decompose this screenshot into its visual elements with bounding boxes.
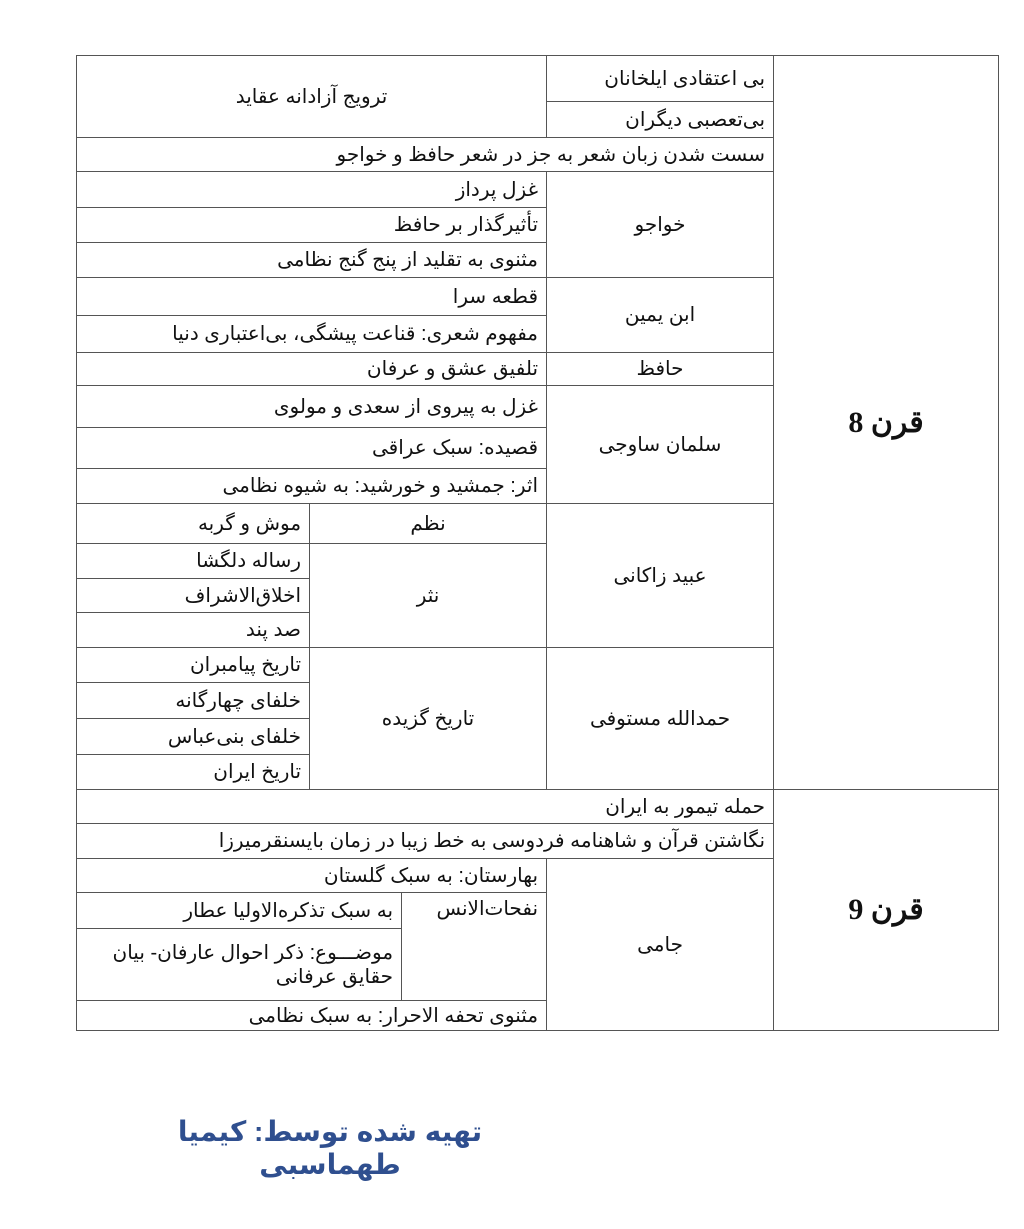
feature-cell: غزل به پیروی از سعدی و مولوی	[77, 386, 547, 428]
century-9-label: قرن 9	[774, 790, 999, 1031]
poet-salman: سلمان ساوجی	[547, 386, 774, 504]
prose-label: نثر	[310, 544, 547, 648]
work-cell: موش و گربه	[77, 504, 310, 544]
event-cell: حمله تیمور به ایران	[77, 790, 774, 824]
event-cell: نگاشتن قرآن و شاهنامه فردوسی به خط زیبا در زمان بایسنقرمیرزا	[77, 824, 774, 859]
work-cell: رساله دلگشا	[77, 544, 310, 579]
feature-cell: غزل پرداز	[77, 172, 547, 208]
century-8-label: قرن 8	[774, 56, 999, 790]
poet-obeyd: عبید زاکانی	[547, 504, 774, 648]
feature-cell: مثنوی به تقلید از پنج گنج نظامی	[77, 243, 547, 278]
general-cell: سست شدن زبان شعر به جز در شعر حافظ و خواجو	[77, 138, 774, 172]
feature-cell: موضـــوع: ذکر احوال عارفان- بیان حقایق عرفانی	[77, 929, 402, 1001]
feature-cell: به سبک تذکره‌الاولیا عطار	[77, 893, 402, 929]
part-cell: خلفای چهارگانه	[77, 683, 310, 719]
feature-cell: بهارستان: به سبک گلستان	[77, 859, 547, 893]
work-cell: صد پند	[77, 613, 310, 648]
literature-table	[76, 55, 999, 1031]
feature-cell: مثنوی تحفه الاحرار: به سبک نظامی	[77, 1001, 547, 1031]
poet-jami: جامی	[547, 859, 774, 1031]
work-cell: اخلاق‌الاشراف	[77, 579, 310, 613]
part-cell: تاریخ پیامبران	[77, 648, 310, 683]
poet-hamdollah: حمدالله مستوفی	[547, 648, 774, 790]
cause-cell: بی‌تعصبی دیگران	[547, 102, 774, 138]
poet-khaju: خواجو	[547, 172, 774, 278]
part-cell: خلفای بنی‌عباس	[77, 719, 310, 755]
author-credit: تهیه شده توسط: کیمیا طهماسبی	[177, 1116, 483, 1180]
feature-cell: قطعه سرا	[77, 278, 547, 316]
poet-hafez: حافظ	[547, 353, 774, 386]
poet-ibn-yamin: ابن یمین	[547, 278, 774, 353]
feature-cell: مفهوم شعری: قناعت پیشگی، بی‌اعتباری دنیا	[77, 316, 547, 353]
feature-cell: تأثیرگذار بر حافظ	[77, 208, 547, 243]
feature-cell: اثر: جمشید و خورشید: به شیوه نظامی	[77, 469, 547, 504]
nafahat-label: نفحات‌الانس	[402, 893, 547, 1001]
feature-cell: قصیده: سبک عراقی	[77, 428, 547, 469]
work-title: تاریخ گزیده	[310, 648, 547, 790]
feature-cell: تلفیق عشق و عرفان	[77, 353, 547, 386]
verse-label: نظم	[310, 504, 547, 544]
result-cell: ترویج آزادانه عقاید	[77, 56, 547, 138]
part-cell: تاریخ ایران	[77, 755, 310, 790]
cause-cell: بی اعتقادی ایلخانان	[547, 56, 774, 102]
